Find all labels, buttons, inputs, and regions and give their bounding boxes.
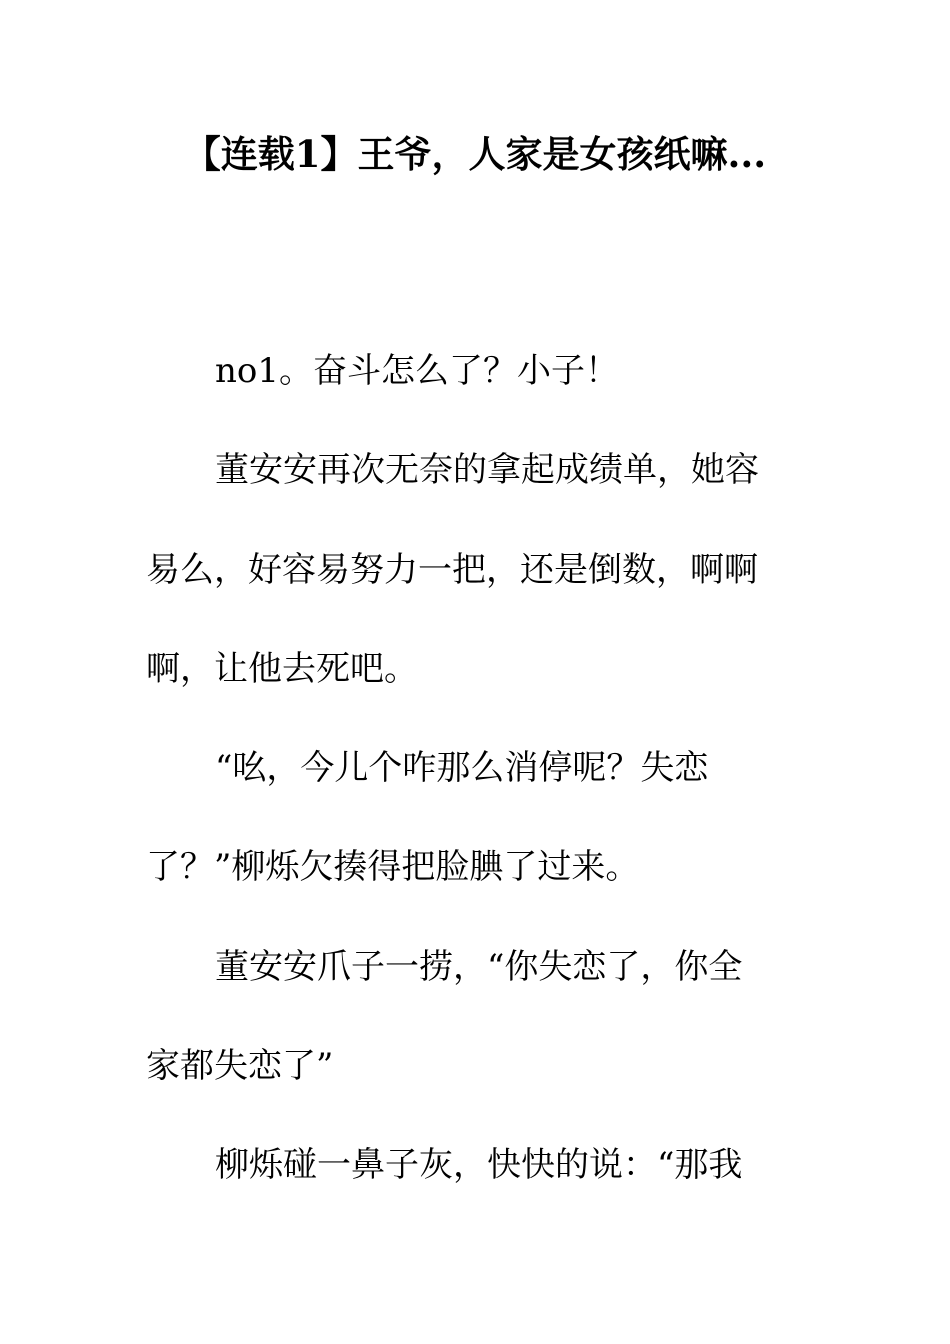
- paragraph-line: 了？”柳烁欠揍得把脸腆了过来。: [146, 847, 640, 888]
- paragraph-line: “吆，今儿个咋那么消停呢？失恋: [215, 748, 709, 789]
- paragraph-line: 易么，好容易努力一把，还是倒数，啊啊: [146, 549, 758, 590]
- document-title: 【连载1】王爷，人家是女孩纸嘛...: [183, 132, 767, 176]
- paragraph-line: 董安安再次无奈的拿起成绩单，她容: [215, 450, 759, 491]
- paragraph-line: 柳烁碰一鼻子灰，快快的说：“那我: [215, 1145, 743, 1186]
- paragraph-line: 董安安爪子一捞，“你失恋了，你全: [215, 946, 743, 987]
- document-body: [146, 322, 786, 1216]
- paragraph-line: 家都失恋了”: [146, 1046, 334, 1087]
- paragraph-line: no1。奋斗怎么了？小子！: [215, 351, 619, 391]
- paragraph-line: 啊，让他去死吧。: [146, 648, 418, 689]
